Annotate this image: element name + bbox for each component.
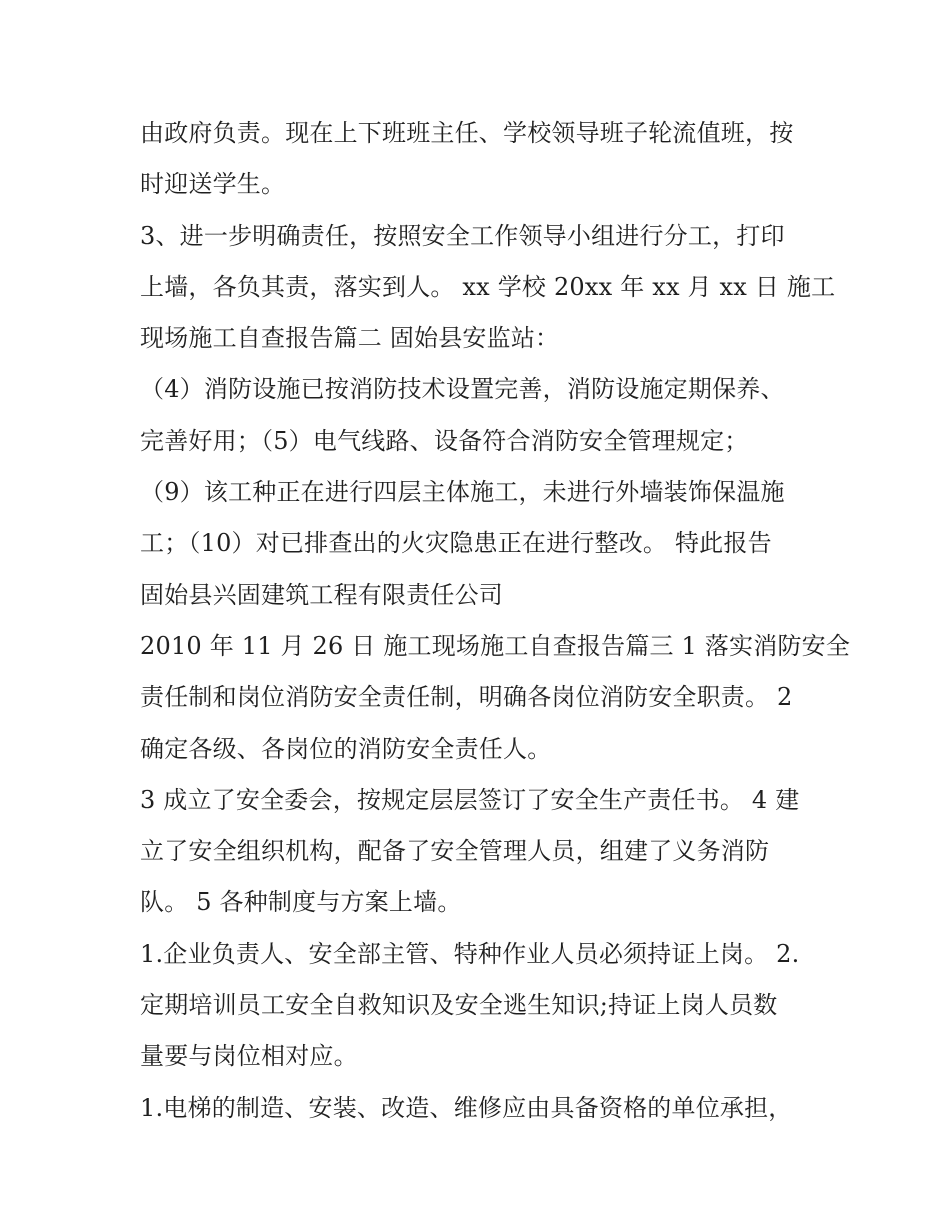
text-line: 固始县兴固建筑工程有限责任公司 xyxy=(140,580,503,609)
text-line: 1.电梯的制造、安装、改造、维修应由具备资格的单位承担， xyxy=(140,1093,793,1122)
text-line: 确定各级、各岗位的消防安全责任人。 xyxy=(140,734,552,763)
text-line: 完善好用；（5）电气线路、设备符合消防安全管理规定； xyxy=(140,426,749,455)
text-line: 上墙，各负其责，落实到人。 xx 学校 20xx 年 xx 月 xx 日 施工 xyxy=(140,272,836,301)
text-line: 队。 5 各种制度与方案上墙。 xyxy=(140,888,462,917)
text-line: 工；（10）对已排查出的火灾隐患正在进行整改。 特此报告 xyxy=(140,529,772,558)
text-line: 责任制和岗位消防安全责任制，明确各岗位消防安全职责。 2 xyxy=(140,683,793,712)
text-line: 现场施工自查报告篇二 固始县安监站： xyxy=(140,324,560,353)
text-line: 2010 年 11 月 26 日 施工现场施工自查报告篇三 1 落实消防安全 xyxy=(140,631,851,660)
text-line: （4）消防设施已按消防技术设置完善，消防设施定期保养、 xyxy=(140,375,785,404)
text-line: 3、进一步明确责任，按照安全工作领导小组进行分工，打印 xyxy=(140,221,785,250)
text-line: 由政府负责。现在上下班班主任、学校领导班子轮流值班，按 xyxy=(140,119,794,147)
text-line: 定期培训员工安全自救知识及安全逃生知识;持证上岗人员数 xyxy=(140,991,778,1020)
text-line: 量要与岗位相对应。 xyxy=(140,1042,358,1071)
text-line: 3 成立了安全委会，按规定层层签订了安全生产责任书。 4 建 xyxy=(140,785,800,814)
document-body xyxy=(140,108,851,1134)
text-line: 时迎送学生。 xyxy=(140,170,286,199)
text-line: （9）该工种正在进行四层主体施工，未进行外墙装饰保温施 xyxy=(140,478,785,507)
text-line: 立了安全组织机构，配备了安全管理人员，组建了义务消防 xyxy=(140,837,770,866)
text-line: 1.企业负责人、安全部主管、特种作业人员必须持证上岗。 2. xyxy=(140,939,800,968)
